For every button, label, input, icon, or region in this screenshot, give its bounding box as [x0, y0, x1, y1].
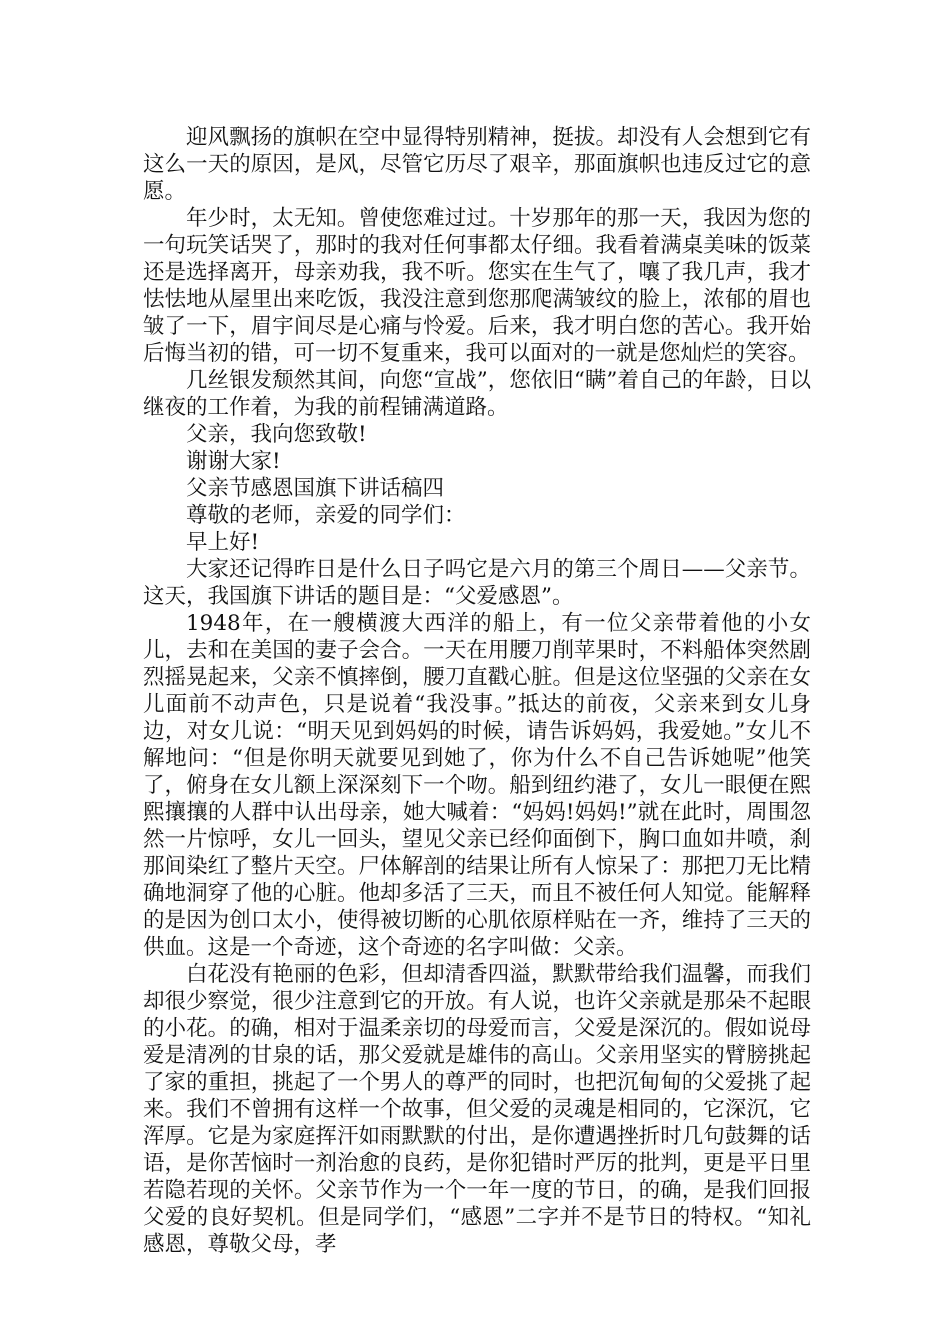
greeting-line: 尊敬的老师，亲爱的同学们：	[186, 503, 466, 528]
paragraph-1948-story: 1948年，在一艘横渡大西洋的船上，有一位父亲带着他的小女儿，去和在美国的妻子会合。一天在用腰刀削苹果时，不料船体突然剧烈摇晃起来，父亲不慎摔倒，腰刀直戳心脏。但是这位坚强的父亲在女儿面前不动声色，只是说着“我没事。”抵达的前夜，父亲来到女儿身边，对女儿说：“明天见到妈妈的时候，请告诉妈妈，我爱她。”女儿不解地问：“但是你明天就要见到她了，你为什么不自己告诉她呢”他笑了，俯身在女儿额上深深刻下一个吻。船到纽约港了，女儿一眼便在熙熙攘攘的人群中认出母亲，她大喊着：“妈妈!妈妈!”就在此时，周围忽然一片惊呼，女儿一回头，望见父亲已经仰面倒下，胸口血如井喷，刹那间染红了整片天空。尸体解剖的结果让所有人惊呆了：那把刀无比精确地洞穿了他的心脏。他却多活了三天，而且不被任何人知觉。能解释的是因为创口太小，使得被切断的心肌依原样贴在一齐，维持了三天的供血。这是一个奇迹，这个奇迹的名字叫做：父亲。	[143, 611, 811, 960]
paragraph-white-flower: 白花没有艳丽的色彩，但却清香四溢，默默带给我们温馨，而我们却很少察觉，很少注意到它的开放。有人说，也许父亲就是那朵不起眼的小花。的确，相对于温柔亲切的母爱而言，父爱是深沉的。假如说母爱是清冽的甘泉的话，那父爱就是雄伟的高山。父亲用坚实的臂膀挑起了家的重担，挑起了一个男人的尊严的同时，也把沉甸甸的父爱挑了起来。我们不曾拥有这样一个故事，但父爱的灵魂是相同的，它深沉，它浑厚。它是为家庭挥汗如雨默默的付出，是你遭遇挫折时几句鼓舞的话语，是你苦恼时一剂治愈的良药，是你犯错时严厉的批判，更是平日里若隐若现的关怀。父亲节作为一个一年一度的节日，的确，是我们回报父爱的良好契机。但是同学们，“感恩”二字并不是节日的特权。“知礼感恩，尊敬父母，孝	[143, 962, 811, 1257]
paragraph-flag-wind: 迎风飘扬的旗帜在空中显得特别精神，挺拔。却没有人会想到它有这么一天的原因，是风，尽管它历尽了艰辛，那面旗帜也违反过它的意愿。	[143, 125, 811, 204]
paragraph-silver-hair: 几丝银发颓然其间，向您“宣战”，您依旧“瞒”着自己的年龄，日以继夜的工作着，为我的前程铺满道路。	[143, 368, 811, 420]
thanks-line: 谢谢大家!	[186, 449, 281, 474]
section-title: 父亲节感恩国旗下讲话稿四	[186, 476, 445, 501]
document-body	[143, 124, 811, 1258]
paragraph-fathers-day-intro: 大家还记得昨日是什么日子吗它是六月的第三个周日——父亲节。这天，我国旗下讲话的题目是：“父爱感恩”。	[143, 557, 811, 609]
good-morning-line: 早上好!	[186, 530, 260, 555]
paragraph-childhood-memory: 年少时，太无知。曾使您难过过。十岁那年的那一天，我因为您的一句玩笑话哭了，那时的我对任何事都太仔细。我看着满桌美味的饭菜还是选择离开，母亲劝我，我不听。您实在生气了，嚷了我几声，我才怯怯地从屋里出来吃饭，我没注意到您那爬满皱纹的脸上，浓郁的眉也皱了一下，眉宇间尽是心痛与怜爱。后来，我才明白您的苦心。我开始后悔当初的错，可一切不复重来，我可以面对的一就是您灿烂的笑容。	[143, 206, 811, 366]
salute-line: 父亲，我向您致敬!	[186, 422, 367, 447]
